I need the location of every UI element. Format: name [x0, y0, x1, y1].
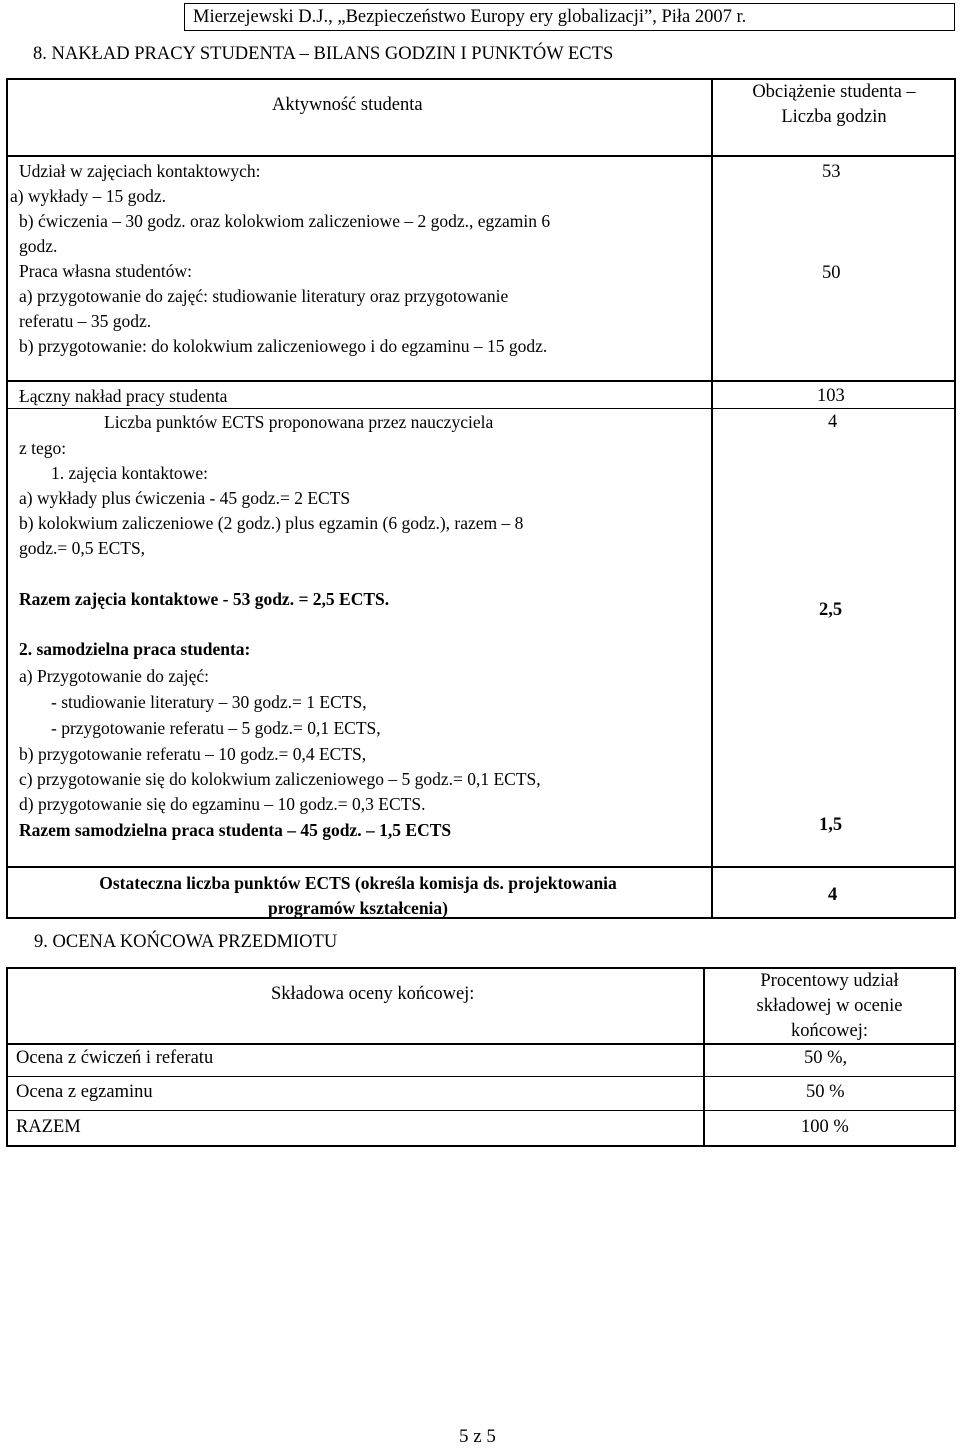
breakdown-b-2: godz.= 0,5 ECTS,: [19, 538, 146, 558]
running-header: Mierzejewski D.J., „Bezpieczeństwo Europy ery globalizacji”, Piła 2007 r.: [193, 7, 747, 27]
breakdown-razem-2: Razem samodzielna praca studenta – 45 godz. – 1,5 ECTS: [19, 820, 452, 840]
col-header-load-1: Obciążenie studenta –: [752, 82, 916, 102]
col-header-share-2: składowej w ocenie: [756, 996, 903, 1016]
self-hours: 50: [822, 263, 841, 283]
grade-row-label: Ocena z egzaminu: [16, 1082, 153, 1102]
grade-row-label: RAZEM: [16, 1117, 81, 1137]
total-hours: 103: [817, 386, 845, 406]
grade-row-label: Ocena z ćwiczeń i referatu: [16, 1048, 214, 1068]
breakdown-d1: - studiowanie literatury – 30 godz.= 1 ECTS,: [51, 692, 367, 712]
contact-hours: 53: [822, 162, 841, 182]
col-header-activity: Aktywność studenta: [272, 95, 423, 115]
breakdown-value-2: 1,5: [819, 815, 843, 835]
contact-line-1: Udział w zajęciach kontaktowych:: [19, 161, 261, 181]
final-label-2: programów kształcenia): [268, 898, 448, 918]
breakdown-b2: b) przygotowanie referatu – 10 godz.= 0,4 ECTS,: [19, 744, 367, 764]
grade-row-value: 100 %: [801, 1117, 849, 1137]
contact-line-4: godz.: [19, 236, 58, 256]
col-header-share-3: końcowej:: [790, 1021, 869, 1041]
ects-label: Liczba punktów ECTS proponowana przez nauczyciela: [104, 412, 494, 432]
breakdown-a: a) wykłady plus ćwiczenia - 45 godz.= 2 ECTS: [19, 488, 351, 508]
ects-value: 4: [828, 412, 838, 432]
self-line-3: referatu – 35 godz.: [19, 311, 152, 331]
breakdown-razem-1: Razem zajęcia kontaktowe - 53 godz. = 2,5 ECTS.: [19, 589, 390, 609]
breakdown-b-1: b) kolokwium zaliczeniowe (2 godz.) plus egzamin (6 godz.), razem – 8: [19, 513, 524, 533]
breakdown-h1: 1. zajęcia kontaktowe:: [51, 463, 208, 483]
col-header-component: Składowa oceny końcowej:: [271, 984, 475, 1004]
col-header-share-1: Procentowy udział: [760, 971, 899, 991]
contact-line-2: a) wykłady – 15 godz.: [10, 186, 167, 206]
contact-line-3: b) ćwiczenia – 30 godz. oraz kolokwiom zaliczeniowe – 2 godz., egzamin 6: [19, 211, 551, 231]
self-line-4: b) przygotowanie: do kolokwium zaliczeniowego i do egzaminu – 15 godz.: [19, 336, 548, 356]
grade-row-value: 50 %,: [804, 1048, 848, 1068]
self-line-2: a) przygotowanie do zajęć: studiowanie literatury oraz przygotowanie: [19, 286, 509, 306]
breakdown-h2: 2. samodzielna praca studenta:: [19, 639, 251, 659]
breakdown-d2: - przygotowanie referatu – 5 godz.= 0,1 ECTS,: [51, 718, 381, 738]
self-line-1: Praca własna studentów:: [19, 261, 193, 281]
breakdown-c2: c) przygotowanie się do kolokwium zaliczeniowego – 5 godz.= 0,1 ECTS,: [19, 769, 541, 789]
breakdown-d2x: d) przygotowanie się do egzaminu – 10 godz.= 0,3 ECTS.: [19, 794, 426, 814]
final-value: 4: [828, 885, 838, 905]
grade-row-value: 50 %: [806, 1082, 845, 1102]
total-label: Łączny nakład pracy studenta: [19, 386, 228, 406]
col-header-load-2: Liczba godzin: [781, 107, 887, 127]
section-8-heading: 8. NAKŁAD PRACY STUDENTA – BILANS GODZIN I PUNKTÓW ECTS: [33, 44, 614, 64]
section-9-heading: 9. OCENA KOŃCOWA PRZEDMIOTU: [34, 932, 338, 952]
final-label-1: Ostateczna liczba punktów ECTS (określa komisja ds. projektowania: [99, 873, 617, 893]
page-number: 5 z 5: [459, 1426, 496, 1447]
breakdown-a2: a) Przygotowanie do zajęć:: [19, 666, 209, 686]
breakdown-z-tego: z tego:: [19, 438, 67, 458]
breakdown-value-1: 2,5: [819, 600, 843, 620]
